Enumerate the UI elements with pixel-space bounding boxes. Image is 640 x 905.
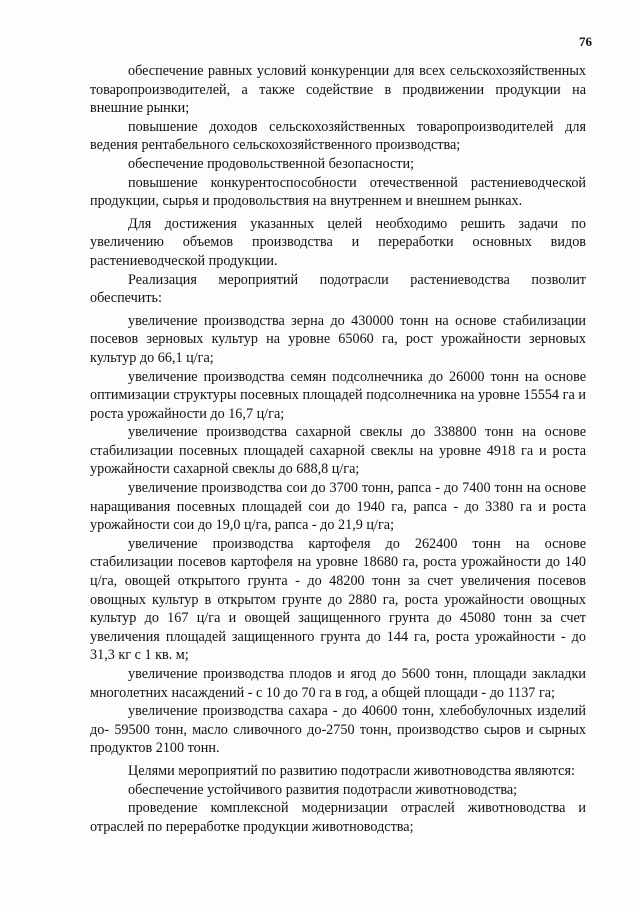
- paragraph: проведение комплексной модернизации отраслей животноводства и отраслей по переработке продукции животноводства;: [90, 800, 586, 835]
- paragraph: Для достижения указанных целей необходимо решить задачи по увеличению объемов производства и переработки основных видов растениеводческой продукции.: [90, 215, 586, 269]
- paragraph: Реализация мероприятий подотрасли растениеводства позволит обеспечить:: [90, 271, 586, 307]
- paragraph: увеличение производства зерна до 430000 тонн на основе стабилизации посевов зерновых культур на уровне 65060 га, рост урожайности зерновых культур до 66,1 ц/га;: [90, 312, 586, 366]
- paragraph: Целями мероприятий по развитию подотрасли животноводства являются:: [128, 762, 575, 779]
- paragraph: увеличение производства семян подсолнечника до 26000 тонн на основе оптимизации структуры посевных площадей подсолнечника на уровне 15554 га и роста урожайности до 16,7 ц/га;: [90, 368, 586, 422]
- document-body: [90, 62, 586, 836]
- paragraph: повышение доходов сельскохозяйственных товаропроизводителей для ведения рентабельного сельскохозяйственного производства;: [90, 118, 586, 154]
- paragraph: обеспечение равных условий конкуренции для всех сельскохозяйственных товаропроизводителей, а также содействие в продвижении продукции на внешние рынки;: [90, 63, 586, 117]
- paragraph: увеличение производства картофеля до 262400 тонн на основе стабилизации посевов картофеля на уровне 18680 га, роста урожайности до 140 ц/га, овощей открытого грунта - до 48200 тонн за счет увеличения посевов овощных культур в открытом грунте до 2880 га, роста урожайности овощных культур до 167 ц/га и овощей защищенного грунта до 45080 тонн за счет увеличения площадей защищенного грунта до 144 га, роста урожайности - до 31,3 кг с 1 кв. м;: [90, 535, 586, 664]
- paragraph: увеличение производства сахарной свеклы до 338800 тонн на основе стабилизации посевных площадей сахарной свеклы на уровне 4918 га и роста урожайности сахарной свеклы до 688,8 ц/га;: [90, 424, 586, 478]
- paragraph: обеспечение устойчивого развития подотрасли животноводства;: [128, 781, 518, 798]
- paragraph: обеспечение продовольственной безопасности;: [128, 155, 415, 172]
- paragraph: увеличение производства сои до 3700 тонн, рапса - до 7400 тонн на основе наращивания посевных площадей сои до 1940 га, рапса - до 3380 га и роста урожайности сои до 19,0 ц/га, рапса - до 21,9 ц/га;: [90, 480, 586, 534]
- paragraph: повышение конкурентоспособности отечественной растениеводческой продукции, сырья и продовольствия на внутреннем и внешнем рынках.: [90, 174, 586, 210]
- paragraph: увеличение производства сахара - до 40600 тонн, хлебобулочных изделий до- 59500 тонн, масло сливочного до-2750 тонн, производство сыров и сырных продуктов 2100 тонн.: [90, 703, 586, 757]
- paragraph: увеличение производства плодов и ягод до 5600 тонн, площади закладки многолетних насаждений - с 10 до 70 га в год, а общей площади - до 1137 га;: [90, 666, 586, 701]
- page-number: 76: [579, 34, 592, 49]
